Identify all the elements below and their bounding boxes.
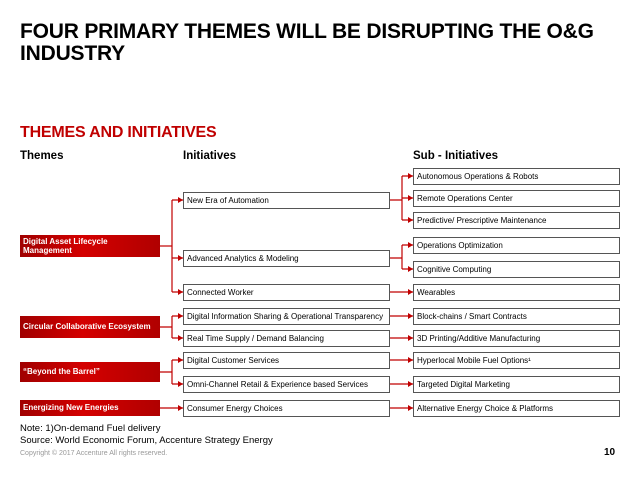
page-title: FOUR PRIMARY THEMES WILL BE DISRUPTING THE O&G INDUSTRY [20, 20, 594, 65]
themes-column-header: Themes [20, 150, 64, 162]
theme-energizing-new-energies: Energizing New Energies [20, 400, 160, 416]
sub-initiative-3d-printing: 3D Printing/Additive Manufacturing [413, 330, 620, 347]
section-title: THEMES AND INITIATIVES [20, 124, 217, 141]
sub-initiative-targeted-digital-marketing: Targeted Digital Marketing [413, 376, 620, 393]
connector-theme-2 [160, 316, 183, 338]
initiative-connected-worker: Connected Worker [183, 284, 390, 301]
initiatives-column-header: Initiatives [183, 150, 237, 162]
connector-branches-theme-1 [172, 200, 183, 292]
initiative-advanced-analytics-modeling: Advanced Analytics & Modeling [183, 250, 390, 267]
initiative-digital-information-sharing: Digital Information Sharing & Operational Transparency [183, 308, 390, 325]
theme-digital-asset-lifecycle-management: Digital Asset Lifecycle Management [20, 235, 160, 257]
initiative-real-time-supply-demand: Real Time Supply / Demand Balancing [183, 330, 390, 347]
sub-initiative-wearables: Wearables [413, 284, 620, 301]
page-number: 10 [604, 447, 616, 458]
theme-circular-collaborative-ecosystem: Circular Collaborative Ecosystem [20, 316, 160, 338]
sub-initiative-autonomous-operations: Autonomous Operations & Robots [413, 168, 620, 185]
copyright: Copyright © 2017 Accenture All rights reserved. [20, 450, 168, 457]
sub-initiatives-column-header: Sub - Initiatives [413, 150, 498, 162]
sub-initiative-remote-operations-center: Remote Operations Center [413, 190, 620, 207]
connector-theme-3 [160, 360, 183, 384]
sub-initiative-cognitive-computing: Cognitive Computing [413, 261, 620, 278]
sub-initiative-alternative-energy-choice: Alternative Energy Choice & Platforms [413, 400, 620, 417]
initiative-omni-channel-retail: Omni-Channel Retail & Experience based Services [183, 376, 390, 393]
footnote: Note: 1)On-demand Fuel delivery [20, 423, 161, 434]
initiative-new-era-of-automation: New Era of Automation [183, 192, 390, 209]
theme-beyond-the-barrel: “Beyond the Barrel” [20, 362, 160, 382]
source-note: Source: World Economic Forum, Accenture Strategy Energy [20, 435, 273, 446]
initiative-digital-customer-services: Digital Customer Services [183, 352, 390, 369]
sub-initiative-operations-optimization: Operations Optimization [413, 237, 620, 254]
initiative-consumer-energy-choices: Consumer Energy Choices [183, 400, 390, 417]
sub-initiative-predictive-maintenance: Predictive/ Prescriptive Maintenance [413, 212, 620, 229]
sub-initiative-hyperlocal-mobile-fuel: Hyperlocal Mobile Fuel Options¹ [413, 352, 620, 369]
connector-initiative-2 [390, 245, 413, 269]
sub-initiative-block-chains: Block-chains / Smart Contracts [413, 308, 620, 325]
